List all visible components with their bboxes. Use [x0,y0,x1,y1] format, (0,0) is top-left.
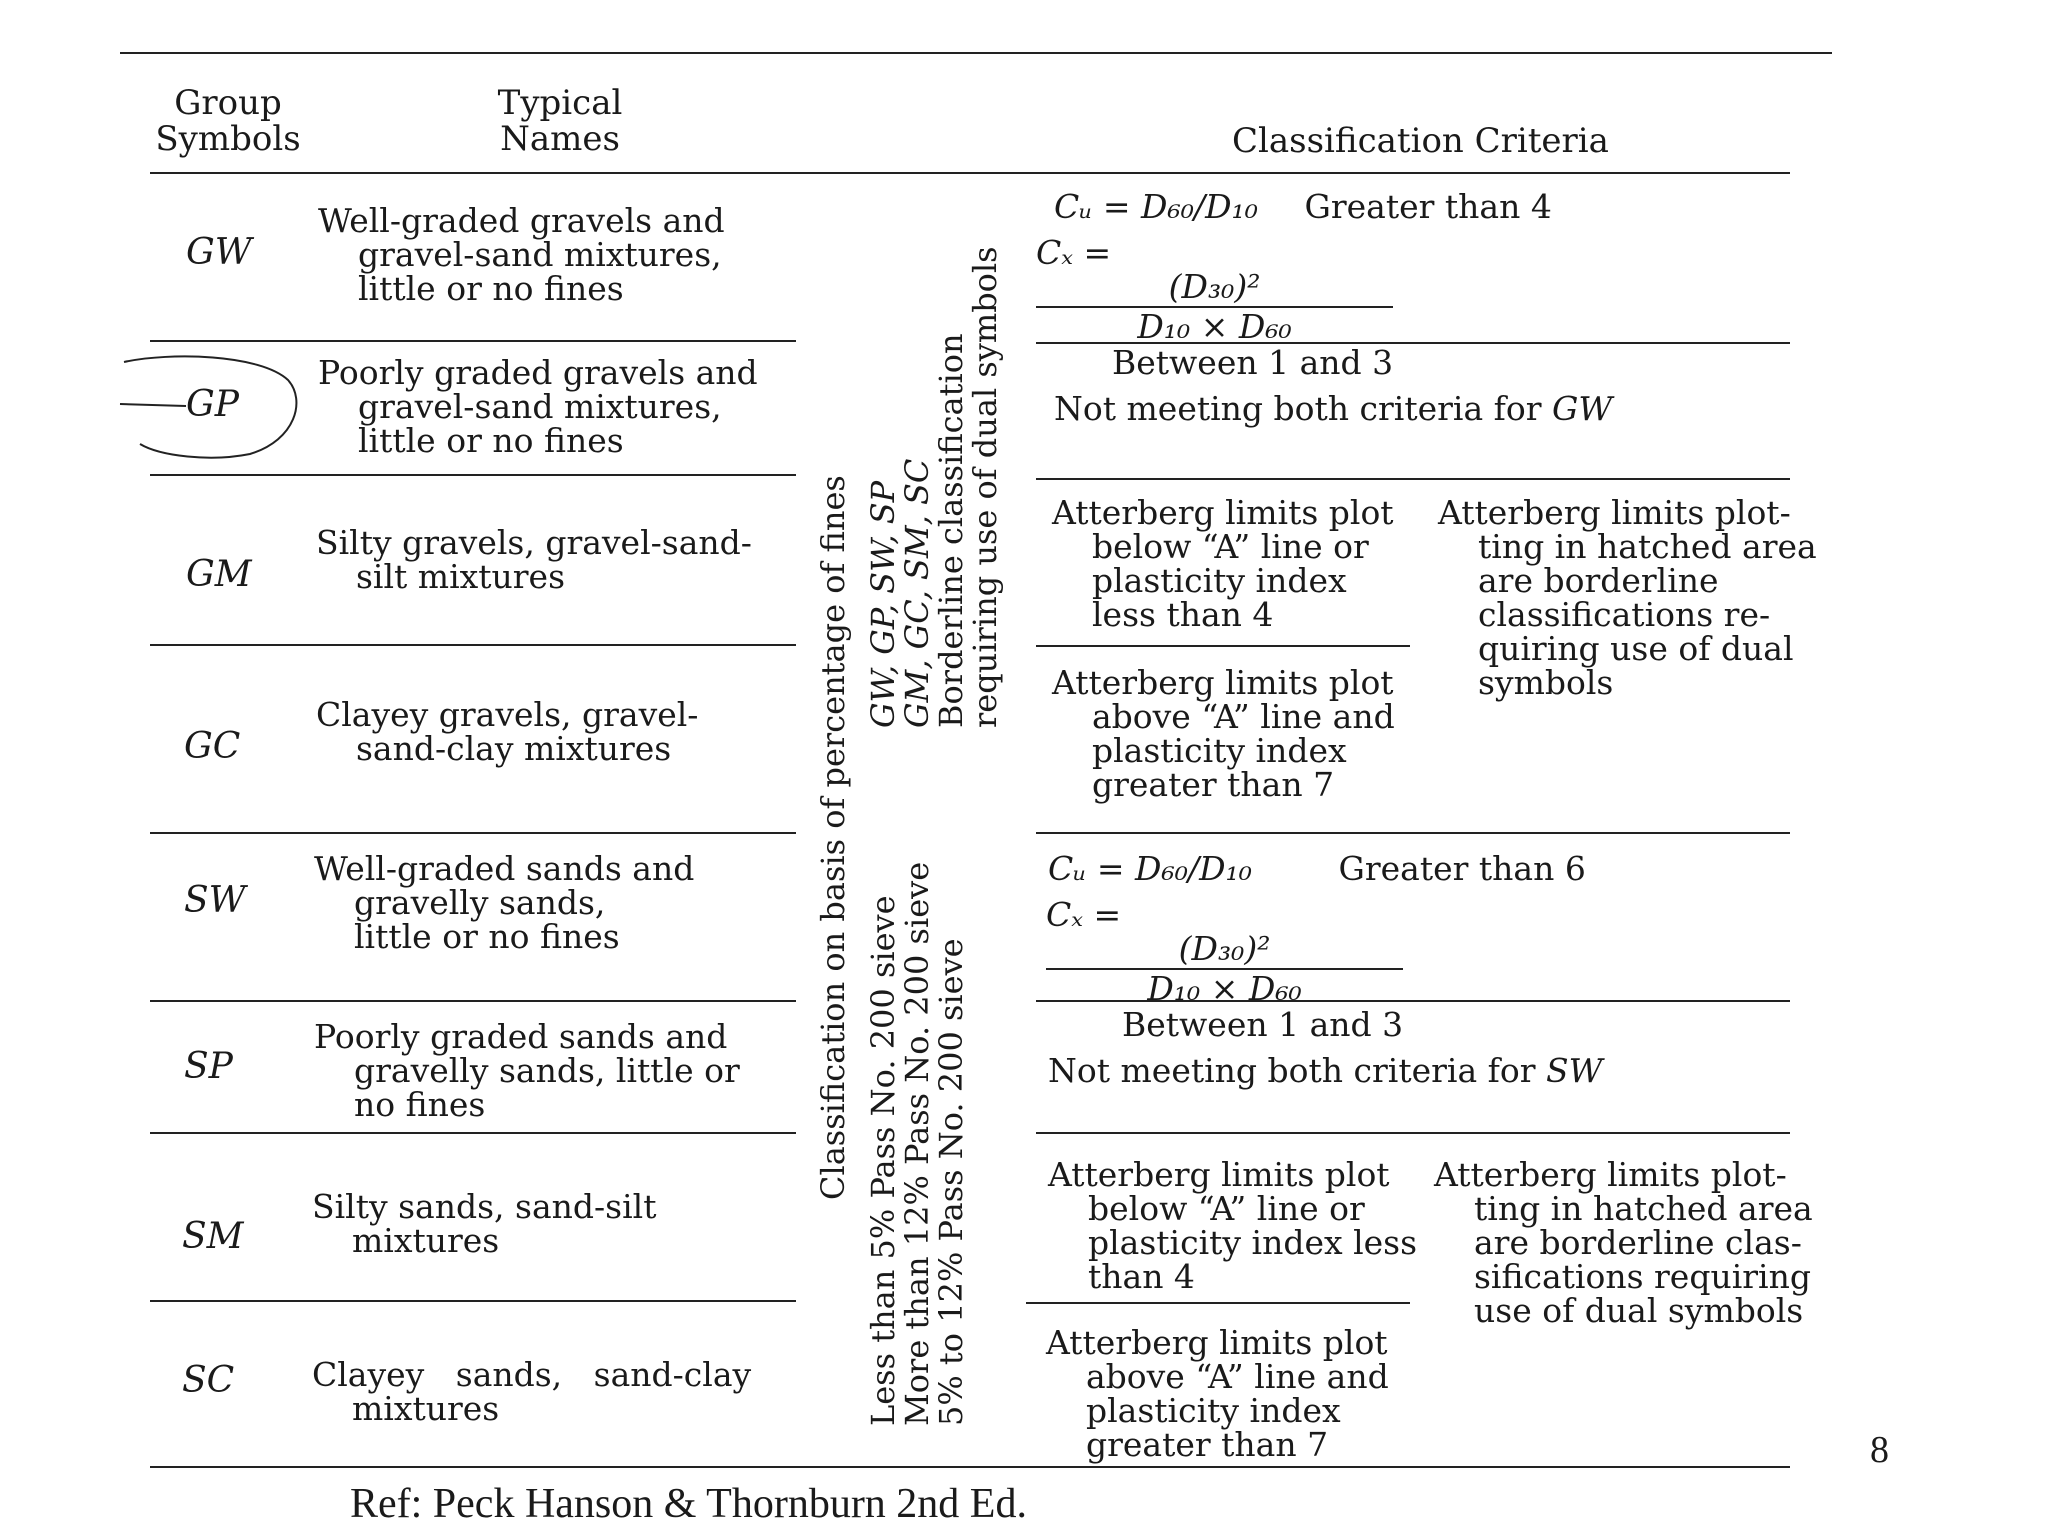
typical-name: Well-graded sands and gravelly sands, little or no fines [314,849,695,956]
criteria-rule [1026,1302,1410,1304]
criterion-text: Atterberg limits plot below “A” line or plasticity index less than 4 [1052,493,1394,634]
criterion-cz: Cₓ = (D₃₀)² D₁₀ × D₆₀ Between 1 and 3 [1046,895,1404,1044]
typical-name: Clayey gravels, gravel- sand-clay mixtures [316,695,699,768]
group-symbol: GP [186,384,239,425]
criterion-cz: Cₓ = (D₃₀)² D₁₀ × D₆₀ Between 1 and 3 [1036,233,1394,382]
criterion-cu: Cᵤ = D₆₀/D₁₀ Greater than 6 [1048,849,1586,888]
middle-rotated-text: GW, GP, SW, SP GM, GC, SM, SC [864,458,936,728]
group-symbol: SC [182,1360,235,1401]
row-rule [150,340,796,342]
row-rule [150,832,796,834]
header-group-symbols: Group Symbols [155,83,301,159]
middle-rotated-text: Classification on basis of percentage of fines [814,475,852,1200]
typical-name: Well-graded gravels and gravel-sand mixtures, little or no fines [318,201,725,308]
group-symbol: GM [186,554,252,595]
middle-rotated-text: Less than 5% Pass No. 200 sieve More than 12% Pass No. 200 sieve 5% to 12% Pass No. 200 sieve [864,861,970,1426]
middle-rotated-text: Borderline classification requiring use of dual symbols [932,246,1004,728]
page-number: 8 [1870,1429,1889,1471]
criterion-cu: Cᵤ = D₆₀/D₁₀ Greater than 4 [1054,187,1552,226]
reference-caption: Ref: Peck Hanson & Thornburn 2nd Ed. [350,1481,1027,1527]
criterion-text: Not meeting both criteria for GW [1054,389,1613,428]
criterion-text: Atterberg limits plot above “A” line and plasticity index greater than 7 [1052,663,1395,804]
criterion-text: Atterberg limits plot below “A” line or plasticity index less than 4 [1048,1155,1418,1296]
header-classification-criteria: Classification Criteria [1232,121,1609,161]
criteria-rule [1036,832,1790,834]
row-rule [150,474,796,476]
criterion-text: Atterberg limits plot- ting in hatched area are borderline clas- sifications requiring use of dual symbols [1434,1155,1813,1330]
typical-name: Poorly graded sands and gravelly sands, little or no fines [314,1017,740,1124]
group-symbol: GW [186,232,252,273]
criterion-text: Atterberg limits plot- ting in hatched area are borderline classifications re- quiring use of dual symbols [1438,493,1817,702]
row-rule [150,1300,796,1302]
bottom-rule [150,1466,1790,1468]
typical-name: Silty sands, sand-silt mixtures [312,1187,657,1260]
criteria-rule [1036,645,1410,647]
row-rule [150,1132,796,1134]
typical-name: Silty gravels, gravel-sand- silt mixtures [316,523,752,596]
criteria-rule [1036,478,1790,480]
header-typical-names: Typical Names [497,83,623,159]
group-symbol: SM [182,1216,244,1257]
criterion-text: Not meeting both criteria for SW [1048,1051,1603,1090]
header-rule [150,172,1790,174]
top-rule [120,52,1832,54]
criteria-rule [1036,1132,1790,1134]
typical-name: Poorly graded gravels and gravel-sand mixtures, little or no fines [318,353,758,460]
row-rule [150,1000,796,1002]
group-symbol: SP [184,1046,233,1087]
typical-name: Clayey sands, sand-clay mixtures [312,1355,752,1428]
row-rule [150,644,796,646]
group-symbol: GC [184,726,241,767]
group-symbol: SW [184,880,246,921]
criterion-text: Atterberg limits plot above “A” line and plasticity index greater than 7 [1046,1323,1389,1464]
